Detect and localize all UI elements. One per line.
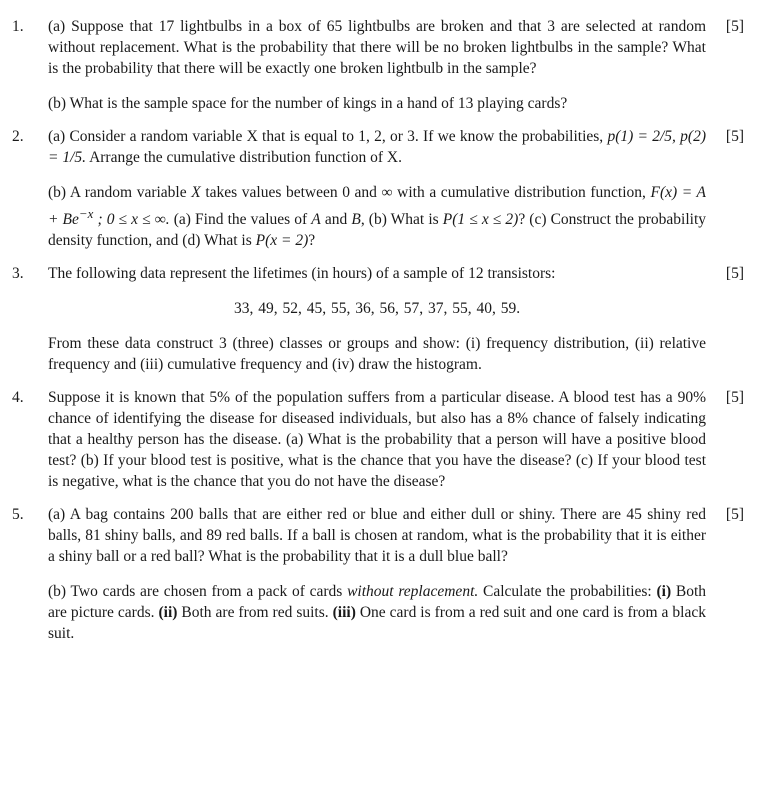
q2a-text: (a) Consider a random variable X that is equal to 1, 2, or 3. If we know the probabilities, bbox=[48, 128, 604, 145]
q2a-probabilities: p(1) = 2/5, p(2) = 1/5. bbox=[48, 128, 706, 166]
question-4 bbox=[0, 387, 760, 492]
q5b-text-ii: Both are from red suits. bbox=[181, 604, 329, 622]
q2b-exponent: −x bbox=[78, 206, 94, 221]
question-marks: [5] bbox=[725, 128, 744, 145]
question-number: 2. bbox=[12, 128, 24, 145]
question-2-part-b bbox=[48, 182, 706, 251]
q2b-variable: X bbox=[191, 184, 201, 201]
q2b-var-b: B bbox=[351, 211, 361, 229]
question-2 bbox=[0, 126, 760, 251]
question-number: 4. bbox=[12, 389, 24, 407]
q2b-range: ; 0 ≤ x ≤ ∞. bbox=[97, 211, 170, 229]
q5b-text-2: Calculate the probabilities: bbox=[483, 583, 652, 601]
question-marks: [5] bbox=[725, 389, 744, 407]
question-5-part-a: (a) A bag contains 200 balls that are either red or blue and either dull or shiny. There are 45 shiny red balls, 81 shiny balls, and 89 red balls. If a ball is chosen at random, what is the probability that it is either a shiny ball or a red ball? What is the probability that it is a dull blue ball? bbox=[48, 506, 706, 566]
q2b-text-5: ? (c) Construct the probability density function, and (d) What is bbox=[48, 211, 707, 250]
question-1-part-b: (b) What is the sample space for the number of kings in a hand of 13 playing cards? bbox=[48, 95, 568, 112]
question-number: 3. bbox=[12, 265, 24, 283]
q2b-text-2: takes values between 0 and ∞ with a cumulative distribution function, bbox=[205, 184, 646, 201]
q2b-text-4: , (b) What is bbox=[360, 211, 439, 229]
question-3 bbox=[0, 263, 760, 375]
question-5-part-b bbox=[48, 581, 706, 644]
question-number: 1. bbox=[12, 18, 24, 35]
q2b-text-1: (b) A random variable bbox=[48, 184, 187, 201]
question-number: 5. bbox=[12, 506, 24, 524]
question-3-intro: The following data represent the lifetimes (in hours) of a sample of 12 transistors: bbox=[48, 265, 556, 283]
q2b-and: and bbox=[324, 211, 348, 229]
q2a-tail: Arrange the cumulative distribution function of X. bbox=[89, 149, 402, 166]
q2b-text-3: (a) Find the values of bbox=[173, 211, 308, 229]
question-marks: [5] bbox=[725, 18, 744, 35]
question-4-text: Suppose it is known that 5% of the population suffers from a particular disease. A blood test has a 90% chance of identifying the disease for diseased individuals, but also has a 8% chance of falsely indicating that a healthy person has the disease. (a) What is the probability that a person will have a positive blood test? (b) If your blood test is positive, what is the chance that you have the disease? (c) If your blood test is negative, what is the chance that you do not have the disease? bbox=[48, 389, 706, 491]
question-marks: [5] bbox=[725, 506, 744, 524]
question-3-data: 33, 49, 52, 45, 55, 36, 56, 57, 37, 55, 40, 59. bbox=[233, 300, 521, 318]
q2b-prob-2: P(x = 2) bbox=[255, 232, 309, 250]
q2b-var-a: A bbox=[311, 211, 321, 229]
q5b-text-i: Both are picture cards. bbox=[48, 583, 707, 622]
q5b-text-iii: One card is from a red suit and one card is from a black suit. bbox=[48, 604, 706, 643]
q5b-without-replacement: without replacement. bbox=[347, 583, 479, 601]
question-5 bbox=[0, 504, 760, 644]
q5b-label-ii: (ii) bbox=[158, 604, 178, 622]
question-1 bbox=[0, 16, 760, 114]
question-3-task: From these data construct 3 (three) classes or groups and show: (i) frequency distribution, (ii) relative frequency and (iii) cumulative frequency and (iv) draw the histogram. bbox=[48, 335, 706, 374]
question-marks: [5] bbox=[725, 265, 744, 283]
q2b-prob-1: P(1 ≤ x ≤ 2) bbox=[442, 211, 519, 229]
q2b-cdf: F(x) = A + Be bbox=[48, 184, 707, 229]
q2b-text-6: ? bbox=[308, 232, 316, 250]
question-1-part-a: (a) Suppose that 17 lightbulbs in a box of 65 lightbulbs are broken and that 3 are selected at random without replacement. What is the probability that there will be no broken lightbulbs in the sample? What is the probability that there will be exactly one broken lightbulb in the sample? bbox=[48, 18, 706, 77]
q5b-label-iii: (iii) bbox=[332, 604, 356, 622]
q5b-text-1: (b) Two cards are chosen from a pack of cards bbox=[48, 583, 343, 601]
question-2-part-a bbox=[48, 126, 706, 168]
q5b-label-i: (i) bbox=[656, 583, 672, 601]
